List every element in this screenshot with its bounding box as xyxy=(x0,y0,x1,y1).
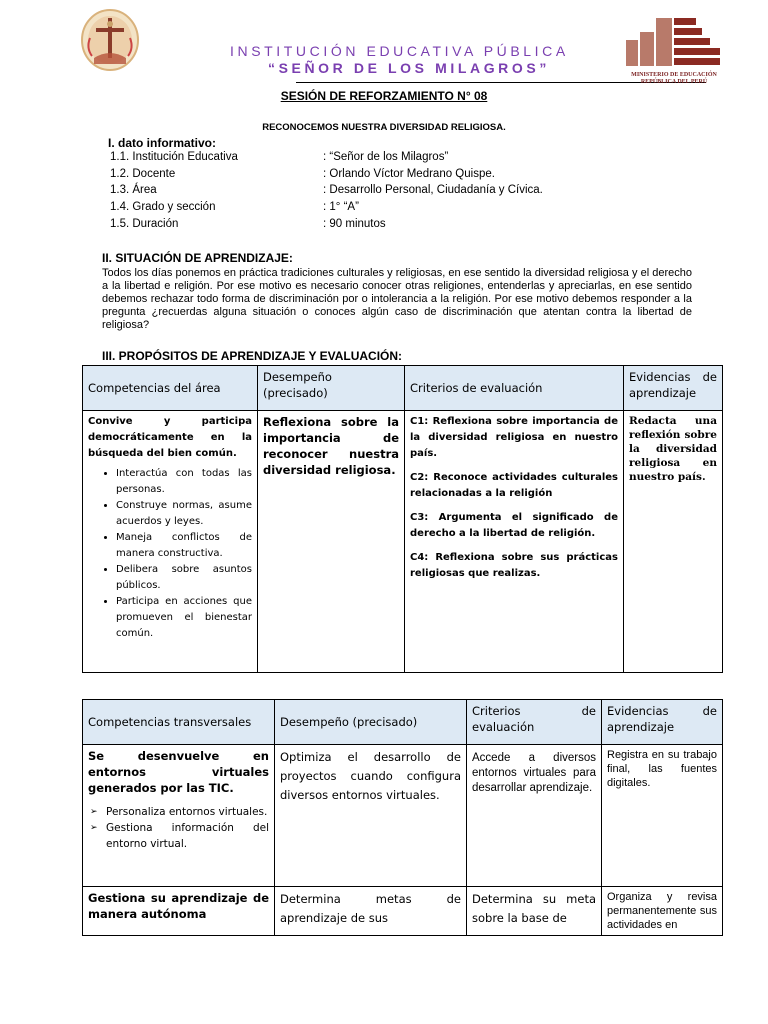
criterion-c3: C3: Argumenta el significado de derecho a la libertad de religión. xyxy=(410,512,618,539)
purposes-table xyxy=(82,365,723,673)
ministry-country: REPÚBLICA DEL PERÚ xyxy=(640,79,708,85)
purposes-header-criteria: Criterios de evaluación xyxy=(405,366,624,411)
list-item: ➢ Personaliza entornos virtuales. xyxy=(90,806,268,818)
info-label-grade: 1.4. Grado y sección xyxy=(110,201,216,213)
autonomy-criteria-cell xyxy=(467,887,602,936)
session-subtitle: RECONOCEMOS NUESTRA DIVERSIDAD RELIGIOSA. xyxy=(262,122,506,133)
purposes-header-evidence: Evidencias de aprendizaje xyxy=(624,366,723,411)
autonomy-performance-text: Determina metas de aprendizaje de sus xyxy=(280,892,461,925)
purposes-criteria-cell xyxy=(405,411,624,673)
info-label-institution: 1.1. Institución Educativa xyxy=(110,151,238,163)
transversal-header-evidence: Evidencias de aprendizaje xyxy=(602,700,723,745)
situation-text: Todos los días ponemos en práctica tradiciones culturales y religiosas, en ese sentido la diversidad religiosa y el derecho a la libertad e religión. Por ese motivo es necesario conocer otras religiones, entenderlas y apreciarlas, en ese sentido debemos rechazar todo forma de discriminación por o intolerancia a la religión. Por ese motivo debemos responder a la pregunta ¿recuerdas alguna situación o conoces algún caso de discriminación que atentan contra la libertad de religiosa? xyxy=(102,267,692,331)
ministry-name: MINISTERIO DE EDUCACIÓN xyxy=(631,72,717,78)
purposes-evidence-cell xyxy=(624,411,723,673)
ict-performance-cell xyxy=(275,745,467,887)
evidence-text: Redacta una reflexión sobre la diversidad religiosa en nuestro país. xyxy=(629,415,717,483)
purposes-competency-cell xyxy=(83,411,258,673)
list-item: • Maneja conflictos de manera constructiva. xyxy=(116,530,252,562)
list-item: • Delibera sobre asuntos públicos. xyxy=(116,562,252,594)
transversal-header-performance: Desempeño (precisado) xyxy=(275,700,467,745)
info-heading: I. dato informativo: xyxy=(108,136,216,150)
autonomy-evidence-text: Organiza y revisa permanentemente sus actividades en xyxy=(607,891,717,931)
transversal-header-competency: Competencias transversales xyxy=(83,700,275,745)
autonomy-criteria-text: Determina su meta sobre la base de xyxy=(472,892,596,925)
autonomy-competency-name: Gestiona su aprendizaje de manera autónoma xyxy=(88,891,269,921)
capacity-list xyxy=(88,466,252,642)
ict-evidence-text: Registra en su trabajo final, las fuentes digitales. xyxy=(607,749,717,789)
situation-heading: II. SITUACIÓN DE APRENDIZAJE: xyxy=(102,251,293,265)
autonomy-evidence-cell xyxy=(602,887,723,936)
criterion-c1: C1: Reflexiona sobre importancia de la diversidad religiosa en nuestro país. xyxy=(410,416,618,459)
transversal-header-criteria: Criterios de evaluación xyxy=(467,700,602,745)
info-label-area: 1.3. Área xyxy=(110,184,157,196)
institution-patron: “SEÑOR DE LOS MILAGROS” xyxy=(268,60,550,76)
performance-text: Reflexiona sobre la importancia de reconocer nuestra diversidad religiosa. xyxy=(263,415,399,477)
autonomy-performance-cell xyxy=(275,887,467,936)
transversal-table xyxy=(82,699,723,936)
info-label-duration: 1.5. Duración xyxy=(110,218,179,230)
competency-name: Convive y participa democráticamente en la búsqueda del bien común. xyxy=(88,416,252,459)
info-value-area: : Desarrollo Personal, Ciudadanía y Cívica. xyxy=(323,184,543,196)
arrow-bullet-icon: ➢ xyxy=(90,823,98,833)
info-value-teacher: : Orlando Víctor Medrano Quispe. xyxy=(323,168,495,180)
session-title: SESIÓN DE REFORZAMIENTO N° 08 xyxy=(280,89,488,103)
info-value-institution: : “Señor de los Milagros” xyxy=(323,151,449,163)
purposes-header-performance: Desempeño (precisado) xyxy=(258,366,405,411)
institution-name: INSTITUCIÓN EDUCATIVA PÚBLICA xyxy=(230,43,569,59)
list-item: • Participa en acciones que promueven el bienestar común. xyxy=(116,594,252,642)
ict-performance-text: Optimiza el desarrollo de proyectos cuando configura diversos entornos virtuales. xyxy=(280,750,461,802)
arrow-bullet-icon: ➢ xyxy=(90,807,98,817)
ict-capacity-list xyxy=(88,804,269,852)
info-value-grade: : 1° “A” xyxy=(323,201,359,213)
info-label-teacher: 1.2. Docente xyxy=(110,168,176,180)
ict-competency-name: Se desenvuelve en entornos virtuales generados por las TIC. xyxy=(88,749,269,795)
ict-criteria-cell xyxy=(467,745,602,887)
autonomy-competency-cell xyxy=(83,887,275,936)
purposes-heading: III. PROPÓSITOS DE APRENDIZAJE Y EVALUACIÓN: xyxy=(102,349,403,363)
school-crest-logo xyxy=(80,8,140,72)
criterion-c4: C4: Reflexiona sobre sus prácticas religiosas que realizas. xyxy=(410,552,618,579)
list-item: • Construye normas, asume acuerdos y leyes. xyxy=(116,498,252,530)
list-item: ➢ Gestiona información del entorno virtual. xyxy=(90,822,269,850)
criterion-c2: C2: Reconoce actividades culturales relacionadas a la religión xyxy=(410,472,618,499)
purposes-performance-cell xyxy=(258,411,405,673)
ict-criteria-text: Accede a diversos entornos virtuales para desarrollar aprendizaje. xyxy=(472,752,596,794)
ict-evidence-cell xyxy=(602,745,723,887)
ict-competency-cell xyxy=(83,745,275,887)
list-item: • Interactúa con todas las personas. xyxy=(116,466,252,498)
purposes-header-competency: Competencias del área xyxy=(83,366,258,411)
info-value-duration: : 90 minutos xyxy=(323,218,386,230)
